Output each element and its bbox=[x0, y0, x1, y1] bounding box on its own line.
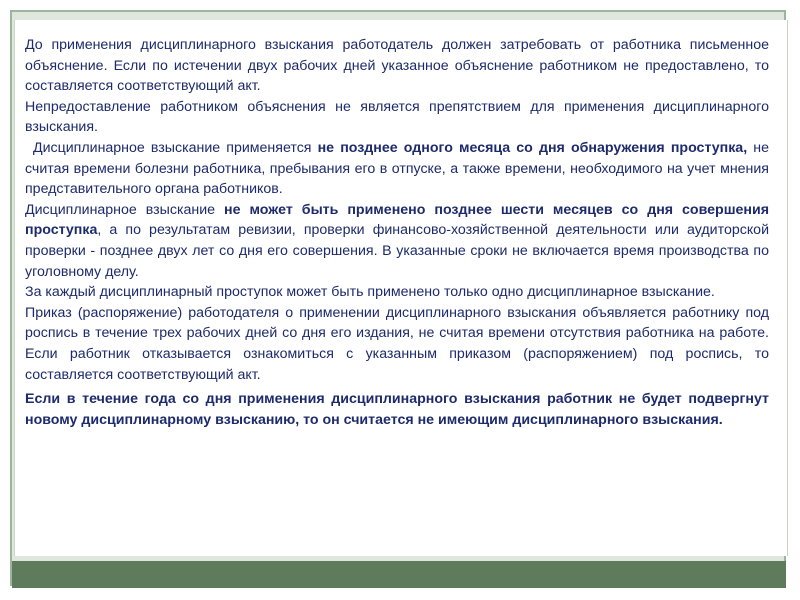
paragraph-six-month-term bbox=[25, 200, 769, 282]
paragraph-one-penalty: За каждый дисциплинарный проступок может быть применено только одно дисциплинарное взыскание. bbox=[25, 284, 715, 301]
paragraph-penalty-expiry: Если в течение года со дня применения дисциплинарного взыскания работник не будет подвергнут новому дисциплинарному взысканию, то он считается не имеющим дисциплинарного взыскания. bbox=[25, 391, 769, 428]
paragraph-order-signature: Приказ (распоряжение) работодателя о применении дисциплинарного взыскания объявляется работнику под роспись в течение трех рабочих дней со дня его издания, не считая времени отсутствия работника на работе. Если работник отказывается ознакомиться с указанным приказом (распоряжением) под роспись, то составляется соответствующий акт. bbox=[25, 304, 769, 383]
paragraph-explanation-request: До применения дисциплинарного взыскания работодатель должен затребовать от работника письменное объяснение. Если по истечении двух рабочих дней указанное объяснение работником не предоставлено, то составляется соответствующий акт. bbox=[25, 37, 769, 95]
paragraph-non-provision: Непредоставление работником объяснения не является препятствием для применения дисциплинарного взыскания. bbox=[25, 98, 769, 136]
p3-before: Дисциплинарное взыскание применяется bbox=[33, 139, 318, 156]
bottom-bar bbox=[12, 561, 786, 588]
p4-before: Дисциплинарное взыскание bbox=[25, 201, 225, 218]
p3-bold: не позднее одного месяца со дня обнаружения проступка, bbox=[317, 139, 748, 156]
slide-text bbox=[25, 35, 769, 430]
paragraph-one-month-term bbox=[25, 138, 769, 200]
p3-after: не считая времени болезни работника, пребывания его в отпуске, а также времени, необходимого на учет мнения представительного органа работников. bbox=[25, 139, 769, 198]
p4-after: , а по результатам ревизии, проверки финансово-хозяйственной деятельности или аудиторской проверки - позднее двух лет со дня его совершения. В указанные сроки не включается время производства по уголовному делу. bbox=[25, 222, 769, 280]
p4-bold: не может быть применено позднее шести месяцев со дня совершения проступка bbox=[25, 201, 769, 239]
